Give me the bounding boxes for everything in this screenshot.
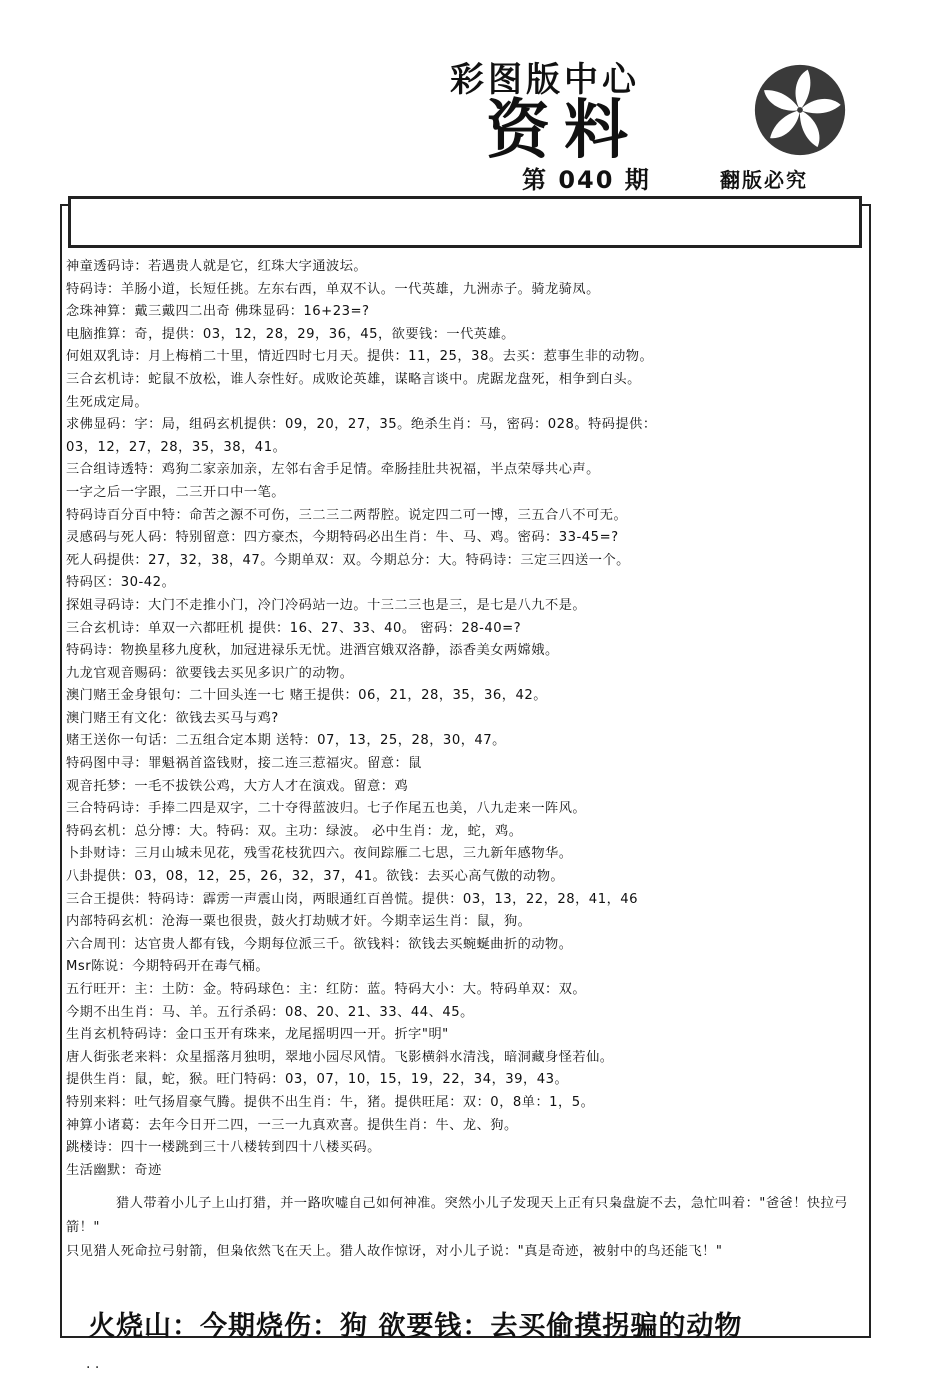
content-line: 五行旺开：主：土防：金。特码球色：主：红防：蓝。特码大小：大。特码单双：双。 — [66, 982, 587, 997]
content-line: 赌王送你一句话：二五组合定本期 送特：07，13，25，28，30，47。 — [66, 733, 506, 749]
content-line: 六合周刊：达官贵人都有钱，今期每位派三千。欲钱料：欲钱去买蜿蜒曲折的动物。 — [66, 936, 573, 952]
content-line: 探姐寻码诗：大门不走推小门，冷门冷码站一边。十三二三也是三，是七是八九不是。 — [66, 597, 587, 613]
top-empty-box — [68, 196, 862, 248]
content-line: 电脑推算：奇，提供：03，12，28，29，36，45，欲要钱：一代英雄。 — [66, 326, 515, 342]
content-line: 跳楼诗：四十一楼跳到三十八楼转到四十八楼买码。 — [66, 1140, 381, 1156]
content-line: 生肖玄机特码诗：金口玉开有珠来，龙尾摇明四一开。折字"明" — [66, 1027, 449, 1043]
content-line: 三合王提供：特码诗：霹雳一声震山岗，两眼通红百兽慌。提供：03，13，22，28，41，46 — [66, 891, 639, 907]
content-line: 特码诗：羊肠小道，长短任挑。左东右西，单双不认。一代英雄，九洲赤子。骑龙骑凤。 — [66, 281, 600, 297]
issue-number: 第 040 期 — [522, 166, 651, 194]
content-line: 特码诗百分百中特：命苦之源不可伤，三二三二两帮腔。说定四二可一博，三五合八不可无。 — [66, 507, 628, 523]
content-line: 神童透码诗：若遇贵人就是它，红珠大字通波坛。 — [66, 259, 368, 274]
content-line: 特码图中寻：罪魁祸首盗钱财，接二连三惹福灾。留意：鼠 — [66, 756, 422, 772]
humor-story — [66, 1192, 848, 1264]
content-line: Msr陈说：今期特码开在毒气桶。 — [66, 959, 270, 975]
content-line: 三合玄机诗：单双一六都旺机 提供：16、27、33、40。 密码：28-40=? — [66, 620, 522, 636]
content-line: 特码玄机：总分博：大。特码：双。主功：绿波。 必中生肖：龙，蛇，鸡。 — [66, 823, 523, 839]
footer-banner: 火烧山：今期烧伤：狗 欲要钱：去买偷摸拐骗的动物 — [88, 1311, 743, 1342]
content-line: 何姐双乳诗：月上梅梢二十里，情近四时七月天。提供：11，25，38。去买：惹事生非的动物。 — [66, 349, 654, 365]
content-line: 九龙官观音赐码：欲要钱去买见多识广的动物。 — [66, 665, 354, 681]
brand-name: 彩图版中心 — [450, 60, 640, 100]
content-lines — [66, 256, 862, 1182]
content-line: 生活幽默：奇迹 — [66, 1162, 162, 1178]
content-line: 特码区：30-42。 — [66, 575, 176, 591]
content-line: 一字之后一字跟，二三开口中一笔。 — [66, 484, 285, 500]
content-line: 八卦提供：03，08，12，25，26，32，37，41。欲钱：去买心高气傲的动物。 — [66, 869, 565, 885]
content-line: 特码诗：物换星移九度秋，加冠进禄乐无忧。进酒宫娥双洛静，添香美女两嫦娥。 — [66, 643, 559, 659]
content-line: 卜卦财诗：三月山城未见花，残雪花枝犹四六。夜间踪雁二七思，三九新年感物华。 — [66, 846, 573, 862]
header-blank-area — [0, 0, 440, 200]
story-paragraph-2: 只见猎人死命拉弓射箭，但枭依然飞在天上。猎人故作惊讶，对小儿子说："真是奇迹，被射中的鸟还能飞！" — [66, 1244, 723, 1259]
content-line: 澳门赌王有文化：欲钱去买马与鸡? — [66, 710, 279, 726]
content-line: 灵感码与死人码：特别留意：四方豪杰，今期特码必出生肖：牛、马、鸡。密码：33-45=? — [66, 530, 619, 546]
content-line: 唐人街张老来料：众星摇落月独明，翠地小园尽风情。飞影横斜水清浅，暗洞藏身怪若仙。 — [66, 1049, 614, 1065]
content-line: 澳门赌王金身银句：二十回头连一七 赌王提供：06，21，28，35，36，42。 — [66, 688, 547, 704]
content-line: 03，12，27，28，35，38，41。 — [66, 439, 287, 455]
page-title: 资料 — [486, 93, 642, 168]
content-line: 死人码提供：27，32，38，47。今期单双：双。今期总分：大。特码诗：三定三四送一个。 — [66, 552, 630, 568]
content-line: 观音托梦：一毛不拔铁公鸡，大方人才在演戏。留意：鸡 — [66, 778, 409, 794]
content-line: 三合玄机诗：蛇鼠不放松，谁人奈性好。成败论英雄，谋略言谈中。虎踞龙盘死，相争到白头。 — [66, 371, 641, 387]
bauhinia-flower-icon — [752, 62, 848, 158]
bottom-marks: . . — [86, 1356, 100, 1372]
content-line: 生死成定局。 — [66, 394, 149, 410]
content-line: 内部特码玄机：沧海一粟也很贵，鼓火打劫贼才奸。今期幸运生肖：鼠，狗。 — [66, 914, 532, 930]
content-line: 神算小诸葛：去年今日开二四，一三一九真欢喜。提供生肖：牛、龙、狗。 — [66, 1117, 518, 1133]
content-line: 提供生肖：鼠，蛇，猴。旺门特码：03，07，10，15，19，22，34，39，43。 — [66, 1072, 569, 1088]
story-paragraph-1: 猎人带着小儿子上山打猎，并一路吹嘘自己如何神准。突然小儿子发现天上正有只枭盘旋不去，急忙叫着："爸爸！快拉弓箭！" — [66, 1196, 848, 1235]
content-line: 求佛显码：字：局，组码玄机提供：09，20，27，35。绝杀生肖：马，密码：028。特码提供： — [66, 417, 657, 433]
content-line: 念珠神算：戴三戴四二出奇 佛珠显码：16+23=? — [66, 304, 370, 320]
content-line: 三合特码诗：手捧二四是双字，二十夺得蓝波归。七子作尾五也美，八九走来一阵风。 — [66, 801, 587, 817]
copyright-notice: 翻版必究 — [720, 168, 808, 192]
content-line: 今期不出生肖：马、羊。五行杀码：08、20、21、33、44、45。 — [66, 1004, 474, 1020]
content-line: 三合组诗透特：鸡狗二家亲加亲，左邻右舍手足情。牵肠挂肚共祝福，半点荣辱共心声。 — [66, 462, 600, 478]
content-line: 特别来料：吐气扬眉豪气腾。提供不出生肖：牛，猪。提供旺尾：双：0，8单：1，5。 — [66, 1094, 595, 1110]
